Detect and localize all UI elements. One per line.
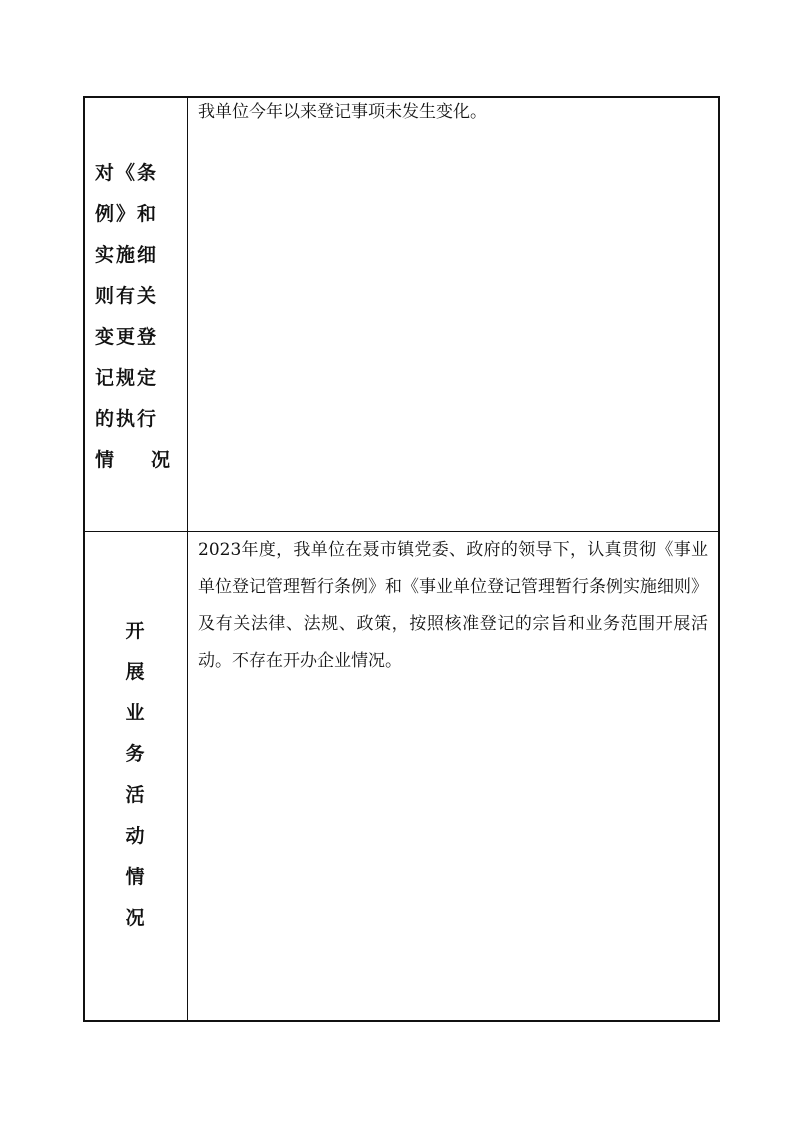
row-label-cell	[85, 98, 188, 531]
row-content-cell	[188, 532, 718, 1020]
row-label-line: 开	[125, 620, 147, 642]
row-label-word: 情	[95, 449, 115, 471]
row-label-line: 对《条	[95, 162, 159, 184]
row-label-line: 业	[125, 702, 147, 724]
row-label-line	[95, 449, 177, 471]
row-label-cell	[85, 532, 188, 1020]
row-content-text: 我单位今年以来登记事项未发生变化。	[198, 102, 487, 122]
row-label-line: 例》和	[95, 203, 159, 225]
row-label-line: 的执行	[95, 408, 159, 430]
row-label-line: 变更登	[95, 326, 159, 348]
row-label-line: 况	[125, 907, 147, 929]
row-label-line: 动	[125, 825, 147, 847]
row-label-line: 情	[125, 866, 147, 888]
row-label-line: 活	[125, 784, 147, 806]
row-content-text: 2023年度，我单位在聂市镇党委、政府的领导下，认真贯彻《事业单位登记管理暂行条例》和《事业单位登记管理暂行条例实施细则》及有关法律、法规、政策，按照核准登记的宗旨和业务范围开展活动。不存在开办企业情况。	[198, 540, 708, 671]
table-row-business-activities	[85, 532, 718, 1020]
row-label-word: 况	[151, 449, 171, 471]
table-row-registration-changes	[85, 98, 718, 532]
row-label-line: 记规定	[95, 367, 159, 389]
row-label-line: 展	[125, 661, 147, 683]
report-form-table	[83, 96, 720, 1022]
row-content-cell	[188, 98, 718, 531]
row-label-line: 则有关	[95, 285, 159, 307]
row-label-line: 实施细	[95, 244, 159, 266]
row-label-line: 务	[125, 743, 147, 765]
